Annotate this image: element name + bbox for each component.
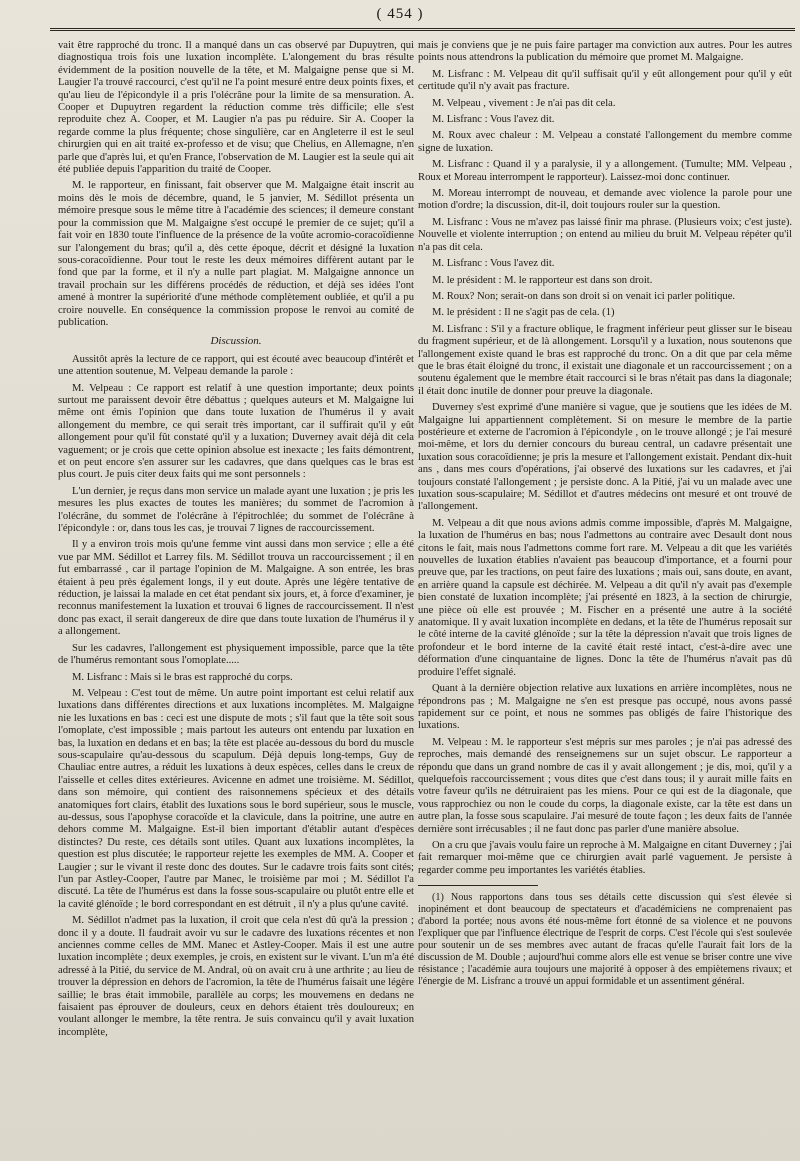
- paragraph: Quant à la dernière objection relative aux luxations en arrière incomplètes, nous ne répondrons pas ; M. Malgaigne ne s'en est presque pas occupé, nous avons passé rapidement sur ce point, et nous ne sommes pas obligés de faire l'historique des luxations.: [418, 683, 792, 732]
- footnote-rule: [418, 885, 538, 886]
- paragraph: M. Lisfranc : Vous ne m'avez pas laissé finir ma phrase. (Plusieurs voix; c'est juste). Nouvelle et violente interruption ; on entend au milieu du bruit M. Velpeau répéter qu'il n'a pas dit cela.: [418, 216, 792, 253]
- paragraph: M. Velpeau : C'est tout de même. Un autre point important est celui relatif aux luxations dans différentes directions et aux luxations incomplètes. M. Malgaigne nie les luxations en bas : ceci est une dispute de mots ; s'il faut que la tête soit sous l'omoplate, c'est impossible ; mais partout les auteurs ont entendu par luxation en bas, la luxation en dedans et en bas; la tête est placée au-dessous du bord du muscle sous-scapulaire qu'au-dessous du scapulum. Déjà depuis long-temps, Guy de Chauliac entre autres, a réduit les luxations à deux espèces, celles dans le creux de l'aisselle et celles dites extérieures. Avicenne en admet une troisième. M. Sédillot, dans son mémoire, qui contient des raisonnemens spécieux et des détails anatomiques fort clairs, établit des luxations sous le bord supérieur, sous le muscle, au-dessus, sous l'apophyse coracoïde et la clavicule, dans la poitrine, une autre en dehors comme M. Malgaigne. Est-il bien important d'établir autant d'espèces distinctes? Du reste, ces détails sont utiles. Quant aux luxations incomplètes, la question est plus discutée; le rapporteur rejette les exemples de MM. A. Cooper et Laugier ; sur le vivant il reste donc des doutes. Sur le cadavre trois faits sont cités; l'un par Astley-Cooper, l'autre par Manec, le troisième par moi ; M. Sédillot l'a discuté. La tête de l'humérus est dans la fosse sous-scapulaire ou plutôt entre elle et la cavité glénoïde ; le bord correspondant en est détruit , il n'y a plus qu'une cavité.: [58, 687, 414, 910]
- page-number: ( 454 ): [376, 6, 424, 22]
- header-rule: [50, 28, 795, 31]
- paragraph: M. Roux? Non; serait-on dans son droit si on venait ici parler politique.: [432, 290, 736, 302]
- paragraph: mais je conviens que je ne puis faire partager ma conviction aux autres. Pour les autres points nous attendrons la publication du mémoire que promet M. Malgaigne.: [418, 40, 792, 64]
- section-title: Discussion.: [210, 335, 262, 348]
- paragraph: Aussitôt après la lecture de ce rapport, qui est écouté avec beaucoup d'intérêt et une attention soutenue, M. Velpeau demande la parole :: [58, 353, 414, 378]
- paragraph: M. Moreau interrompt de nouveau, et demande avec violence la parole pour une motion d'ordre; la discussion, dit-il, doit toujours rouler sur la question.: [418, 188, 792, 212]
- paragraph: M. Velpeau a dit que nous avions admis comme impossible, d'après M. Malgaigne, la luxation de l'humérus en bas; nous l'admettons au contraire avec Desault dont nous citons le fait, mais nous l'admettons comme fort rare. M. Velpeau a dit que les variétés nouvelles de luxation établies n'avaient pas beaucoup d'importance, et a fourni pour preuve que, par les tractions, on peut faire des luxations ; mais oui, sans doute, en avant, en arrière quand la capsule est déchirée. M. Velpeau a dit qu'il n'y avait pas d'exemple bien constaté de luxation incomplète; j'ai présenté en 1823, à la section de chirurgie, une pièce où elle est prouvée ; M. Fischer en a présenté une autre à la société anatomique. Il y avait luxation incomplète en dedans, et la tête de l'humérus reposait sur le côté interne de la cavité glénoïde ; sur la tête la dépression n'avait que trois lignes de profondeur et le bord interne de la cavité était resté intact, c'est-à-dire avec une déformation d'une cinquantaine de lignes. Donc la tête de l'humérus n'avait pas dû produire l'effet signalé.: [418, 517, 792, 678]
- paragraph: On a cru que j'avais voulu faire un reproche à M. Malgaigne en citant Duverney ; j'ai fait remarquer moi-même que ce chirurgien avait parlé vaguement. Je persiste à regarder comme peu importantes les variétés établies.: [418, 839, 792, 876]
- paragraph: M. Velpeau , vivement : Je n'ai pas dit cela.: [432, 97, 616, 109]
- footnote: (1) Nous rapportons dans tous ses détails cette discussion qui s'est élevée si inopinément et dont beaucoup de spectateurs et d'académiciens ne comprenaient pas d'abord la portée; nous avons été nous-même fort étonné de sa violence et ne pouvons l'expliquer que par l'influence électrique de l'esprit de corps. C'est l'école qui s'est soulevée pour soutenir un de ses membres avec autant de fracas qu'elle l'aurait fait lors de la discussion de M. Double ; aujourd'hui comme alors elle est venue se briser contre une vive résistance ; l'académie aura toujours une majorité à opposer à des empiètemens rivaux; et l'énergie de M. Lisfranc a trouvé un appui formidable et un assentiment général.: [418, 892, 792, 988]
- left-column: [58, 40, 414, 1155]
- paragraph: M. Lisfranc : Vous l'avez dit.: [432, 114, 555, 126]
- paragraph: L'un dernier, je reçus dans mon service un malade ayant une luxation ; je pris les mesures les plus exactes de toutes les manières; du sommet de l'acromion à l'olécrâne, du sommet de l'olécrâne à l'épitrochlée; du sommet de l'olécrâne à l'épicondyle : or, dans tous les cas, je trouvai 7 lignes de raccourcissement.: [58, 485, 414, 535]
- paragraph: M. le président : Il ne s'agit pas de cela. (1): [432, 307, 615, 319]
- paragraph: vait être rapproché du tronc. Il a manqué dans un cas observé par Dupuytren, qui diagnostiqua trois fois une luxation incomplète. L'alongement du bras résulte évidemment de la position nouvelle de la tête, et M. Malgaigne pense que si M. Laugier l'a trouvé raccourci, c'est qu'il ne l'a point mesuré entre deux points fixes, et qu'au lieu de l'épicondyle il a pris l'olécrâne pour la limite de sa mensuration. A. Cooper et Dupuytren regardent la réduction comme très difficile; elle s'est reproduite chez A. Cooper, et M. Laugier n'a pas pu réduire. Sir A. Cooper la regarde comme la plus fréquente; chose singulière, car en Angleterre il est le seul chirurgien qui en ait traité ex-professo et de visu; que Chelius, en Allemagne, n'en parle que d'après lui, et qu'en France, l'observation de M. Laugier est la seule qui ait été publiée depuis l'apparition du traité de Cooper.: [58, 40, 414, 176]
- paragraph: M. Lisfranc : Vous l'avez dit.: [432, 258, 555, 270]
- paragraph: M. Sédillot n'admet pas la luxation, il croit que cela n'est dû qu'à la pression ; donc il y a doute. Il faudrait avoir vu sur le cadavre des luxations récentes et non anciennes comme celles de MM. Manec et Astley-Cooper. Mais il est une autre luxation incomplète ; deux exemples, je crois, en existent sur le vivant. L'un m'a été adressé à la Pitié, du service de M. Andral, où on avait cru à une arthrite ; au lieu de trouver la dépression en dehors de l'acromion, la tête de l'humérus faisait une légère saillie; le bras était immobile, parallèle au corps; les mouvemens en dedans ne faisaient pas éprouver de douleurs, ceux en dehors étaient très douloureux; en voulant allonger le membre, la tête rentra. Je suis convaincu qu'il y avait luxation incomplète,: [58, 915, 414, 1038]
- paragraph: M. Lisfranc : Mais si le bras est rapproché du corps.: [72, 671, 293, 683]
- paragraph: Sur les cadavres, l'allongement est physiquement impossible, parce que la tête de l'humérus remontant sous l'omoplate.....: [58, 642, 414, 667]
- right-column: [418, 40, 792, 1155]
- paragraph: M. Lisfranc : M. Velpeau dit qu'il suffisait qu'il y eût allongement pour qu'il y eût certitude qu'il n'y avait pas fracture.: [418, 68, 792, 93]
- paragraph: M. Velpeau : Ce rapport est relatif à une question importante; deux points surtout me paraissent devoir être débattus ; quelques auteurs et M. Malgaigne lui même ont émis l'opinion que dans toute luxation de l'humérus il y avait allongement du membre, ce qui serait très important, car il suffirait qu'il y eût allongement pour qu'il fût constaté qu'il y a luxation; Duverney avait déjà dit cela vaguement; or je crois que cette opinion absolue est inexacte ; les faits démontrent, et on peut encore s'en assurer sur les cadavres, que dans quelques cas le bras est plus court. Je puis citer deux faits qui me sont personnels :: [58, 382, 414, 481]
- paragraph: M. le rapporteur, en finissant, fait observer que M. Malgaigne était inscrit au moins dès le mois de décembre, quand, le 5 janvier, M. Sédillot présenta un mémoire presque sous le même titre à l'académie des sciences; il demeure constant pour la commission que M. Malgaigne s'est occupé le premier de ce sujet; qu'il a fait voir en 1830 toute l'influence de la présence de la voûte acromio-coracoïdienne sur l'alongement du bras; qu'il a, dès cette époque, décrit et désigné la luxation sous-coracoïdienne. Pour tout le reste les deux mémoires diffèrent autant par le fond que par la forme, et il n'y a nulle part plagiat. M. Malgaigne annonce un travail prochain sur les différens procédés de réduction, et déjà ses idées l'ont amené à montrer la supériorité d'une méthode complètement oubliée, et qu'il a pu croire nouvelle. En conséquence la commission propose le renvoi au comité de publication.: [58, 180, 414, 328]
- paragraph: M. le président : M. le rapporteur est dans son droit.: [432, 274, 653, 286]
- paragraph: M. Lisfranc : S'il y a fracture oblique, le fragment inférieur peut glisser sur le biseau du fragment supérieur, et de là allongement. Lorsqu'il y a luxation, nous soutenons que l'allongement existe quand le bras est rapproché du tronc. On a dit que par cela même que le bras était éloigné du tronc, il existait une diagonale et un raccourcissement ; on a soutenu également que le membre était raccourci si le bras n'était pas dans la diagonale; il était donc inutile de donner pour preuve la diagonale.: [418, 323, 792, 397]
- paragraph: Il y a environ trois mois qu'une femme vint aussi dans mon service ; elle a été vue par MM. Sédillot et Larrey fils. M. Sédillot trouva un raccourcissement ; il en fut embarrassé , car il partage l'opinion de M. Malgaigne. A son entrée, les bras étaient à peu près également longs, il y eut doute. Après une légère tentative de réduction, je laissai la malade en cet état pendant six jours, et, à force d'examiner, je reconnus manifestement la luxation et trouvai 6 lignes de raccourcissement. Il n'est donc pas exact, il serait dangereux de dire que dans toute luxation de l'humérus il y a allongement.: [58, 539, 414, 638]
- paragraph: Duverney s'est exprimé d'une manière si vague, que je soutiens que les idées de M. Malgaigne lui appartiennent complètement. Si on mesure le membre de la partie postérieure et externe de l'acromion à l'épicondyle , on le trouve allongé ; je l'ai mesuré moi-même, et lors du dernier concours du bureau central, un cadavre présentait une luxation sous coracoïdienne; je pris la mesure et l'allongement existait. Pendant dix-huit ans , dans mes cours d'opérations, j'ai observé des luxations sur les cadavres, et j'ai toujours constaté l'allongement ; je persiste donc. A la Pitié, j'ai vu un malade avec une luxation sous-scapulaire; M. Sédillot et d'autres médecins ont mesuré et ont trouvé de l'allongement.: [418, 402, 792, 513]
- paragraph: M. Velpeau : M. le rapporteur s'est mépris sur mes paroles ; je n'ai pas adressé des reproches, mais demandé des renseignemens sur un sujet obscur. Le rapporteur a répondu que dans un grand nombre de cas il y avait allongement ; je dis, moi, qu'il y a quelquefois raccourcissement ; vous dites que c'est dans tous; il y aurait mille faits en votre faveur qu'ils ne détruiraient pas les miens. Pour ce qui est de la diagonale, que vous rapprochiez ou non le coude du corps, la diagonale existe, car la tête est dans un autre plan, la fosse sous scapulaire. J'ai mesuré de toute façon ; les deux faits de l'année dernière sont irrécusables ; il ne faut donc pas parler d'une manière absolue.: [418, 736, 792, 835]
- paragraph: M. Roux avec chaleur : M. Velpeau a constaté l'allongement du membre comme signe de luxation.: [418, 130, 792, 154]
- paragraph: M. Lisfranc : Quand il y a paralysie, il y a allongement. (Tumulte; MM. Velpeau , Roux et Moreau interrompent le rapporteur). Laissez-moi donc continuer.: [418, 159, 792, 183]
